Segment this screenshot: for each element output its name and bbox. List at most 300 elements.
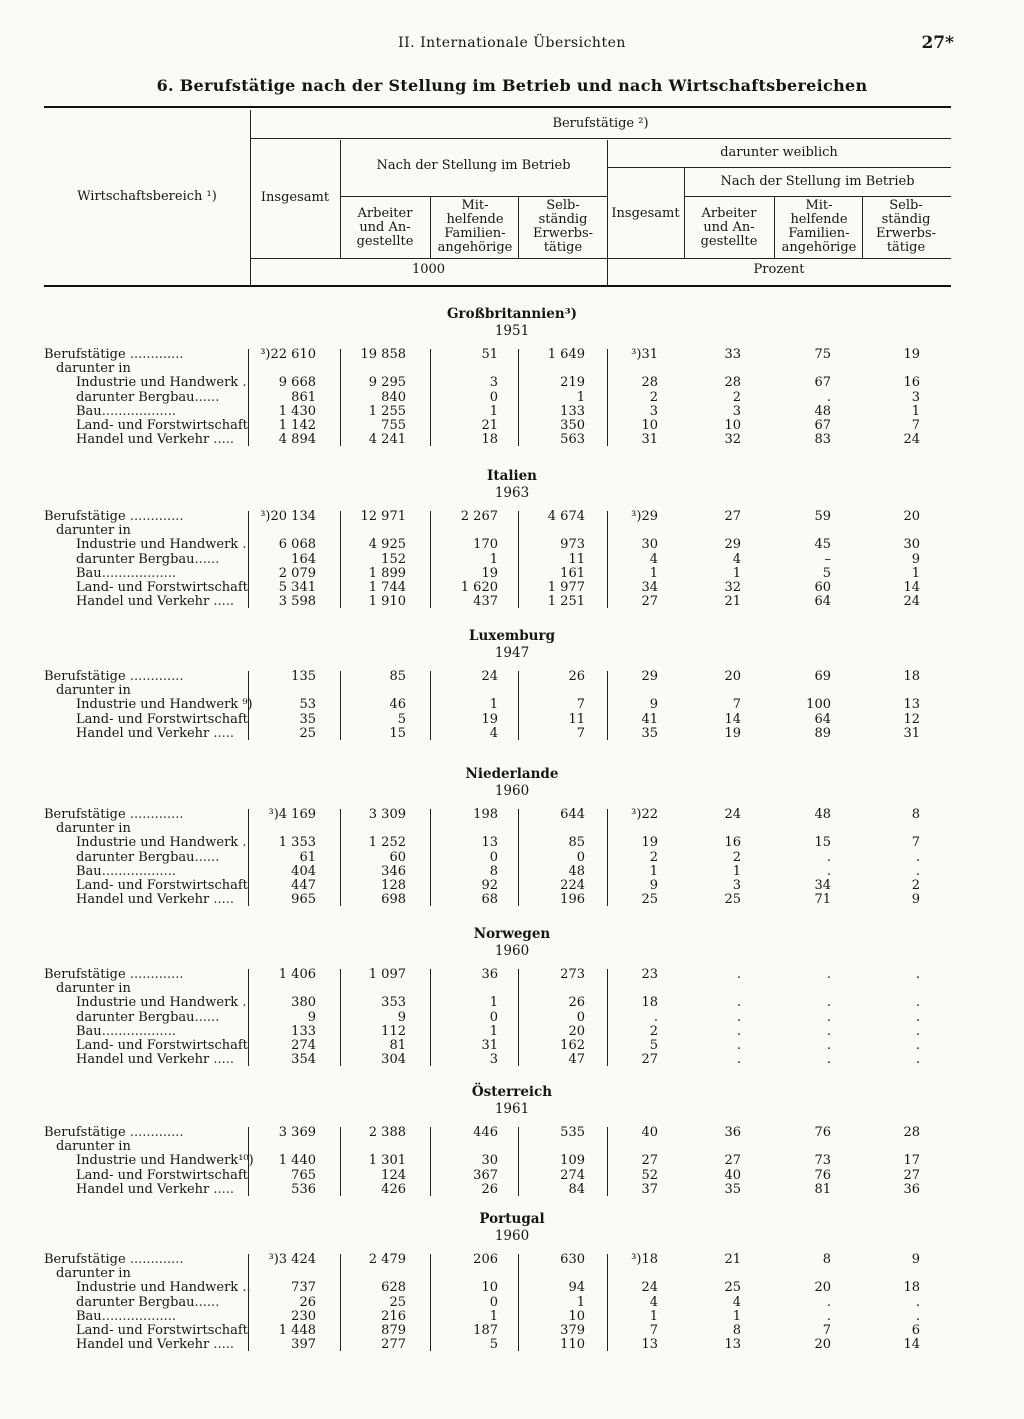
header-divider [774,197,775,258]
leader-dots: ............. [125,808,184,822]
row-label [76,713,272,727]
col-mithelfende-weiblich: Mit- helfende Familien- angehörige [781,198,857,255]
table-row [0,879,1024,893]
cell-value: ³)29 [631,509,658,524]
row-label [76,727,272,741]
row-label [44,1126,240,1140]
row-label-text: darunter Bergbau [76,1010,195,1025]
cell-value: 24 [903,594,920,610]
cell-value: ³)22 610 [260,347,316,362]
unit-right: Prozent [753,262,805,277]
cell-value: 34 [641,580,658,595]
cell-value: 18 [641,995,658,1011]
row-label-text: Berufstätige [44,348,126,362]
cell-value: 397 [291,1337,316,1353]
cell-value: 27 [641,1052,658,1068]
col-nach-stellung: Nach der Stellung im Betrieb [376,158,571,173]
cell-value: 164 [291,551,316,567]
cell-value: 133 [291,1023,316,1039]
col-insgesamt: Insgesamt [260,190,330,205]
cell-value: 0 [576,1009,585,1025]
row-label [44,510,240,524]
census-year: 1947 [494,645,530,661]
census-year: 1960 [494,783,530,799]
cell-value: . [826,863,831,879]
table-row [0,1011,1024,1025]
cell-value: 10 [568,1308,585,1324]
cell-value: 85 [568,835,585,851]
row-label [56,1140,252,1154]
cell-value: 25 [389,1294,406,1310]
row-label [76,1053,272,1067]
cell-value: 7 [576,725,585,741]
row-label-text: Bau [76,1024,102,1039]
cell-value: 4 [732,551,741,567]
row-label-text: Industrie und Handwerk ⁹) [76,698,253,713]
cell-value: 219 [560,375,585,391]
row-label [76,996,272,1010]
cell-value: ³)18 [631,1252,658,1267]
row-label-text: Bau [76,864,102,879]
cell-value: 15 [389,725,406,741]
cell-value: 25 [641,892,658,908]
table-row [0,822,1024,836]
cell-value: 3 598 [278,594,316,610]
running-header [0,35,1024,57]
cell-value: 4 925 [368,537,406,553]
top-rule [44,106,951,108]
cell-value: 29 [641,669,658,684]
cell-value: 1 [489,551,498,567]
cell-value: 1 [489,403,498,419]
col-nach-stellung-weiblich: Nach der Stellung im Betrieb [720,174,915,189]
row-label-text: darunter in [56,684,131,699]
leader-dots: ..... [209,595,235,610]
cell-value: 21 [724,594,741,610]
cell-value: 170 [473,537,498,553]
cell-value: 765 [291,1167,316,1183]
row-label-text: Berufstätige [44,670,126,684]
leader-dots: .................. [101,864,177,879]
cell-value: 354 [291,1052,316,1068]
table-row [0,1324,1024,1338]
table-row [0,1025,1024,1039]
cell-value: 36 [724,1125,741,1140]
cell-value: 10 [641,418,658,433]
cell-value: 31 [903,725,920,741]
cell-value: 628 [381,1280,406,1296]
cell-value: 13 [641,1337,658,1353]
leader-dots: ..... [209,1053,235,1068]
table-row [0,433,1024,447]
cell-value: 0 [489,389,498,405]
cell-value: 8 [489,863,498,879]
row-label [56,982,252,996]
cell-value: ³)3 424 [268,1252,316,1267]
cell-value: 26 [299,1294,316,1310]
cell-value: 76 [814,1125,831,1140]
table-row [0,1267,1024,1281]
cell-value: 5 [397,711,406,727]
cell-value: 124 [381,1167,406,1183]
cell-value: 18 [903,1280,920,1296]
cell-value: 1 251 [547,594,585,610]
cell-value: 380 [291,995,316,1011]
cell-value: 187 [473,1323,498,1338]
cell-value: 19 [641,835,658,851]
row-label [56,362,252,376]
country-name: Portugal [479,1211,545,1227]
table-row [0,893,1024,907]
row-label [76,893,272,907]
leader-dots: .................. [101,1024,177,1039]
row-label [44,670,240,684]
country-name: Norwegen [473,926,551,942]
cell-value: 3 309 [368,807,406,822]
cell-value: 274 [291,1038,316,1053]
cell-value: 4 [732,1294,741,1310]
table-row [0,1169,1024,1183]
cell-value: 76 [814,1167,831,1183]
country-name: Österreich [471,1084,553,1100]
cell-value: 75 [814,347,831,362]
cell-value: . [826,1308,831,1324]
table-row [0,727,1024,741]
cell-value: 13 [724,1337,741,1353]
row-label-text: darunter Bergbau [76,850,195,865]
cell-value: 1 910 [368,594,406,610]
table-row [0,1253,1024,1267]
cell-value: 92 [481,878,498,893]
table-row [0,865,1024,879]
table-title: 6. Berufstätige nach der Stellung im Betrieb und nach Wirtschaftsbereichen [156,76,868,95]
cell-value: 2 479 [368,1252,406,1267]
row-label [76,405,272,419]
cell-value: 4 [649,551,658,567]
cell-value: 1 649 [547,347,585,362]
cell-value: 206 [473,1252,498,1267]
cell-value: 110 [560,1337,585,1353]
cell-value: 162 [560,1038,585,1053]
cell-value: 1 [489,1308,498,1324]
cell-value: 33 [724,347,741,362]
census-year: 1960 [494,943,530,959]
cell-value: 755 [381,418,406,433]
cell-value: 3 369 [278,1125,316,1140]
cell-value: 35 [299,711,316,727]
table-row [0,996,1024,1010]
header-divider [518,197,519,258]
cell-value: . [736,1052,741,1068]
row-label-text: Berufstätige [44,808,126,822]
cell-value: 9 [649,697,658,713]
cell-value: ³)4 169 [268,807,316,822]
census-year: 1960 [494,1228,530,1244]
cell-value: 19 [481,565,498,581]
row-label-text: Industrie und Handwerk [76,376,239,391]
cell-value: 36 [481,967,498,982]
row-label-text: Land- und Forstwirtschaft [76,419,248,433]
cell-value: 2 [649,849,658,865]
row-label-text: darunter Bergbau [76,1295,195,1310]
cell-value: 69 [814,669,831,684]
cell-value: 20 [903,509,920,524]
table-row [0,595,1024,609]
row-label-text: Handel und Verkehr [76,893,210,908]
table-row [0,851,1024,865]
cell-value: ³)20 134 [260,509,316,524]
cell-value: 5 [649,1038,658,1053]
row-label [76,553,272,567]
cell-value: 25 [724,892,741,908]
cell-value: 1 977 [547,580,585,595]
cell-value: 9 [911,551,920,567]
cell-value: 27 [724,1153,741,1169]
cell-value: 426 [381,1181,406,1197]
col-mithelfende: Mit- helfende Familien- angehörige [437,198,513,255]
cell-value: 1 448 [278,1323,316,1338]
row-label-text: Industrie und Handwerk [76,836,239,851]
cell-value: 4 [649,1294,658,1310]
cell-value: 60 [814,580,831,595]
row-label [56,524,252,538]
cell-value: 840 [381,389,406,405]
cell-value: 24 [481,669,498,684]
cell-value: . [736,1009,741,1025]
leader-dots: ............. [125,670,184,684]
header-divider [430,197,431,258]
table-row [0,670,1024,684]
cell-value: 152 [381,551,406,567]
col-arbeiter: Arbeiter und An- gestellte [356,206,414,249]
row-label-text: Handel und Verkehr [76,1053,210,1068]
cell-value: 1 [576,389,585,405]
col-darunter-weiblich: darunter weiblich [720,145,838,160]
cell-value: 224 [560,878,585,893]
cell-value: . [826,1038,831,1053]
col-wirtschaftsbereich: Wirtschaftsbereich ¹) [77,189,217,204]
cell-value: 48 [814,807,831,822]
cell-value: 52 [641,1167,658,1183]
cell-value: 94 [568,1280,585,1296]
cell-value: 26 [568,669,585,684]
cell-value: 100 [806,697,831,713]
running-title: II. Internationale Übersichten [398,35,626,51]
leader-dots: .................. [101,1309,177,1324]
cell-value: 37 [641,1181,658,1197]
row-label-text: Handel und Verkehr [76,433,210,448]
cell-value: . [736,995,741,1011]
cell-value: 29 [724,537,741,553]
cell-value: 9 [649,878,658,893]
row-label-text: Berufstätige [44,1253,126,1267]
cell-value: 21 [724,1252,741,1267]
cell-value: 277 [381,1337,406,1353]
cell-value: 14 [903,1337,920,1353]
cell-value: 34 [814,878,831,893]
row-label [76,538,272,552]
cell-value: – [824,551,831,567]
table-row [0,713,1024,727]
row-label-text: Bau [76,566,102,581]
cell-value: 40 [641,1125,658,1140]
cell-value: 12 971 [360,509,406,524]
cell-value: 35 [724,1181,741,1197]
table-row [0,1053,1024,1067]
row-label-text: Industrie und Handwerk [76,538,239,553]
cell-value: 737 [291,1280,316,1296]
leader-dots: ............. [125,348,184,362]
row-label-text: Land- und Forstwirtschaft [76,879,248,893]
cell-value: 0 [489,1294,498,1310]
cell-value: 28 [641,375,658,391]
row-label-text: Handel und Verkehr [76,1182,210,1197]
cell-value: . [915,1294,920,1310]
row-label [76,567,272,581]
row-label-text: darunter in [56,362,131,377]
cell-value: 19 [903,347,920,362]
leader-dots: ............. [125,1253,184,1267]
cell-value: 20 [724,669,741,684]
row-label-text: Land- und Forstwirtschaft [76,1324,248,1338]
cell-value: . [736,1023,741,1039]
cell-value: 4 674 [547,509,585,524]
row-label [76,1169,272,1183]
cell-value: 9 668 [278,375,316,391]
leader-dots: . [238,836,247,851]
cell-value: 379 [560,1323,585,1338]
leader-dots: .................. [101,566,177,581]
header-line [340,196,607,197]
cell-value: 196 [560,892,585,908]
cell-value: 32 [724,580,741,595]
cell-value: 27 [641,594,658,610]
table-row [0,1296,1024,1310]
cell-value: 2 267 [460,509,498,524]
cell-value: 9 [911,892,920,908]
col-selbstaendig: Selb- ständig Erwerbs- tätige [532,198,594,255]
cell-value: 81 [389,1038,406,1053]
row-label [76,1011,272,1025]
cell-value: 26 [568,995,585,1011]
row-label [56,822,252,836]
cell-value: 30 [641,537,658,553]
cell-value: 0 [489,849,498,865]
row-label [44,808,240,822]
cell-value: 8 [732,1323,741,1338]
cell-value: ³)31 [631,347,658,362]
cell-value: 0 [489,1009,498,1025]
cell-value: 59 [814,509,831,524]
row-label [76,581,272,595]
cell-value: 28 [903,1125,920,1140]
cell-value: 2 [732,849,741,865]
cell-value: 19 858 [360,347,406,362]
cell-value: 7 [911,835,920,851]
leader-dots: ............. [125,968,184,982]
cell-value: . [653,1009,658,1025]
row-label [44,348,240,362]
cell-value: 48 [568,863,585,879]
cell-value: 14 [724,711,741,727]
cell-value: 1 [911,403,920,419]
cell-value: 30 [903,537,920,553]
row-label [76,419,272,433]
cell-value: 71 [814,892,831,908]
row-label-text: darunter in [56,1140,131,1155]
row-label [76,391,272,405]
cell-value: 18 [903,669,920,684]
cell-value: 20 [814,1337,831,1353]
cell-value: 112 [381,1023,406,1039]
cell-value: 198 [473,807,498,822]
col-insgesamt-weiblich: Insgesamt [611,206,680,221]
cell-value: 2 [649,389,658,405]
row-label [76,1025,272,1039]
cell-value: . [915,1023,920,1039]
cell-value: 67 [814,418,831,433]
cell-value: 1 252 [368,835,406,851]
cell-value: 1 [489,1023,498,1039]
page-number: 27* [921,33,954,53]
cell-value: 1 430 [278,403,316,419]
row-label-text: Industrie und Handwerk [76,996,239,1011]
leader-dots: ..... [209,1338,235,1353]
cell-value: . [915,863,920,879]
cell-value: . [736,1038,741,1053]
cell-value: 1 406 [278,967,316,982]
cell-value: . [826,389,831,405]
cell-value: 20 [814,1280,831,1296]
row-label [76,1154,272,1168]
cell-value: 83 [814,432,831,448]
cell-value: 216 [381,1308,406,1324]
leader-dots: ..... [209,433,235,448]
cell-value: 45 [814,537,831,553]
cell-value: 11 [568,551,585,567]
row-label-text: darunter Bergbau [76,390,195,405]
cell-value: 4 241 [368,432,406,448]
cell-value: 84 [568,1181,585,1197]
table-row [0,698,1024,712]
cell-value: 13 [903,697,920,713]
cell-value: 879 [381,1323,406,1338]
row-label [44,968,240,982]
cell-value: 32 [724,432,741,448]
cell-value: 85 [389,669,406,684]
cell-value: 6 [911,1323,920,1338]
country-name: Italien [487,468,537,484]
cell-value: ³)22 [631,807,658,822]
row-label-text: Handel und Verkehr [76,595,210,610]
table-row [0,1183,1024,1197]
cell-value: 161 [560,565,585,581]
cell-value: 1 [489,995,498,1011]
cell-value: 1 [649,565,658,581]
row-label-text: Bau [76,1309,102,1324]
cell-value: 47 [568,1052,585,1068]
leader-dots: . [238,538,247,553]
cell-value: 11 [568,711,585,727]
cell-value: 81 [814,1181,831,1197]
cell-value: 17 [903,1153,920,1169]
table-row [0,982,1024,996]
cell-value: 7 [822,1323,831,1338]
cell-value: 68 [481,892,498,908]
col-berufstaetige: Berufstätige ²) [552,116,649,131]
cell-value: 15 [814,835,831,851]
cell-value: 4 [489,725,498,741]
